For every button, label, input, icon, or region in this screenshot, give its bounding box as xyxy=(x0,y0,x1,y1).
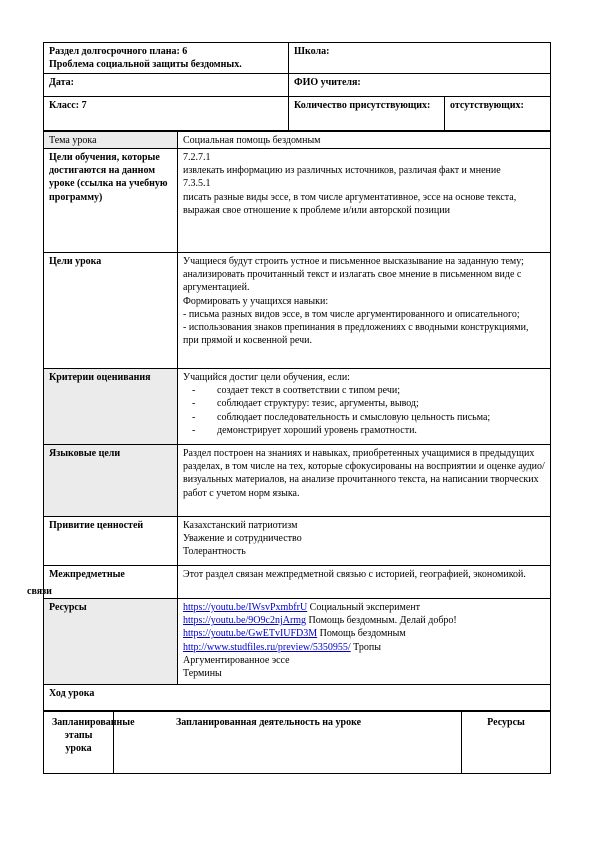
resources-value xyxy=(178,599,551,685)
resource-line: http://www.studfiles.ru/preview/5350955/ Тропы xyxy=(183,641,381,653)
absent-cell: отсутствующих: xyxy=(445,97,551,131)
criteria-list xyxy=(183,384,545,437)
list-item: - демонстрирует хороший уровень грамотности. xyxy=(183,424,545,437)
lesson-table xyxy=(43,131,551,711)
section-label: Раздел долгосрочного плана: 6 xyxy=(49,46,188,57)
language-label: Языковые цели xyxy=(44,445,178,517)
teacher-cell: ФИО учителя: xyxy=(289,74,551,97)
cross-value: Этот раздел связан межпредметной связью с историей, географией, экономикой. xyxy=(178,566,551,599)
criteria-label: Критерии оценивания xyxy=(44,369,178,445)
resource-extra: Аргументированное эссе xyxy=(183,654,290,666)
resource-line: https://youtu.be/9O9c2njArmg Помощь бездомным. Делай добро! xyxy=(183,615,457,627)
list-item: - соблюдает структуру: тезис, аргументы, вывод; xyxy=(183,397,545,410)
resource-line: https://youtu.be/GwETvIUFD3M Помощь бездомным xyxy=(183,628,406,640)
cross-label: Межпредметные xyxy=(44,566,178,599)
criteria-value xyxy=(178,369,551,445)
section-topic: Проблема социальной защиты бездомных. xyxy=(49,59,242,71)
plan-col-resources: Ресурсы xyxy=(462,712,551,774)
topic-value: Социальная помощь бездомным xyxy=(178,132,551,149)
list-item: - создает текст в соответствии с типом речи; xyxy=(183,384,545,397)
values-value: Казахстанский патриотизм Уважение и сотрудничество Толерантность xyxy=(178,517,551,566)
resource-line: https://youtu.be/IWsvPxmbfrU Социальный эксперимент xyxy=(183,602,421,613)
lesson-plan xyxy=(43,42,550,774)
plan-col-stages: Запланированные этапы урока xyxy=(44,712,114,774)
grade-cell: Класс: 7 xyxy=(44,97,289,131)
lesson-goals-label: Цели урока xyxy=(44,253,178,369)
resource-link[interactable]: https://youtu.be/9O9c2njArmg xyxy=(183,615,307,627)
cross-label-overflow: связи xyxy=(27,586,52,597)
resources-label: Ресурсы xyxy=(44,599,178,685)
present-cell: Количество присутствующих: xyxy=(289,97,445,131)
plan-table xyxy=(43,711,551,774)
criteria-intro: Учащийся достиг цели обучения, если: xyxy=(183,372,350,383)
school-cell: Школа: xyxy=(289,43,551,74)
resource-link[interactable]: https://youtu.be/IWsvPxmbfrU xyxy=(183,602,308,613)
language-value: Раздел построен на знаниях и навыках, приобретенных учащимися в предыдущих разделах, в том числе на тех, которые сфокусированы на восприятии и оценке аудио/визуальных материалов, на анализе прочитанного текста, на написании творческих работ с учетом норм языка. xyxy=(178,445,551,517)
topic-label: Тема урока xyxy=(44,132,178,149)
values-label: Привитие ценностей xyxy=(44,517,178,566)
resource-link[interactable]: http://www.studfiles.ru/preview/5350955/ xyxy=(183,641,351,653)
goals-label: Цели обучения, которые достигаются на данном уроке (ссылка на учебную программу) xyxy=(44,149,178,253)
section-cell xyxy=(44,43,289,74)
resource-link[interactable]: https://youtu.be/GwETvIUFD3M xyxy=(183,628,318,640)
lesson-goals-value: Учащиеся будут строить устное и письменное высказывание на заданную тему; анализировать прочитанный текст и излагать свое мнение в письменном виде с аргументацией. Формировать у учащихся навыки: - письма разных видов эссе, в том числе аргументированного и описательного; - использования знаков препинания в предложениях с вводными конструкциями, при прямой и косвенной речи. xyxy=(178,253,551,369)
header-table xyxy=(43,42,551,131)
date-cell: Дата: xyxy=(44,74,289,97)
plan-col-activity: Запланированная деятельность на уроке xyxy=(114,712,462,774)
goals-value: 7.2.7.1 извлекать информацию из различных источников, различая факт и мнение 7.3.5.1 писать разные виды эссе, в том числе аргументативное, эссе на основе текста, выражая свое отношение к проблеме и/или авторской позиции xyxy=(178,149,551,253)
resource-extra: Термины xyxy=(183,668,222,680)
progress-label: Ход урока xyxy=(44,685,551,711)
list-item: - соблюдает последовательность и смысловую цельность письма; xyxy=(183,411,545,424)
